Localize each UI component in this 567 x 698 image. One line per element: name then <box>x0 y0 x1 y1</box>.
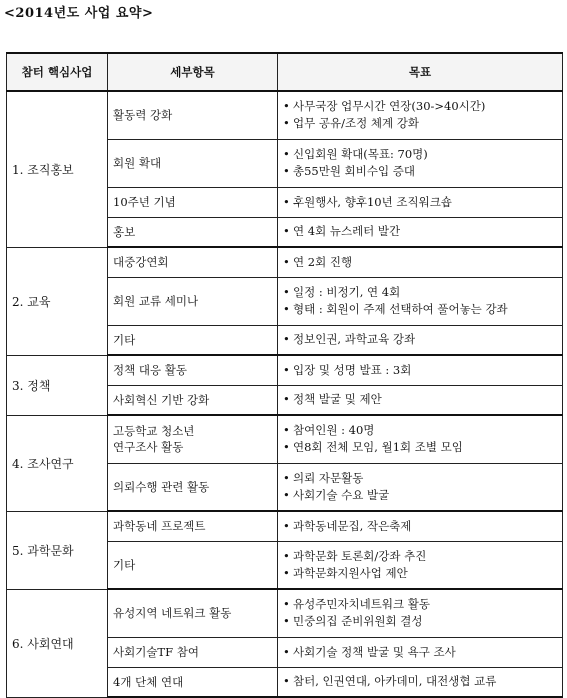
goal-cell <box>278 187 563 217</box>
detail-item-cell: 유성지역 네트워크 활동 <box>108 589 278 637</box>
goal-bullet: • 신입회원 확대(목표: 70명) <box>283 146 557 163</box>
detail-item-cell: 사회혁신 기반 강화 <box>108 385 278 415</box>
document-title: <2014년도 사업 요약> <box>4 6 154 21</box>
goal-bullet: • 사무국장 업무시간 연장(30->40시간) <box>283 98 557 115</box>
goal-bullet: • 유성주민자치네트워크 활동 <box>283 596 557 613</box>
goal-cell <box>278 277 563 325</box>
detail-item-cell: 의뢰수행 관련 활동 <box>108 463 278 511</box>
goal-bullet: • 의뢰 자문활동 <box>283 470 557 487</box>
goal-bullet: • 사회기술 수요 발굴 <box>283 487 557 504</box>
goal-bullet: • 정책 발굴 및 제안 <box>283 391 557 408</box>
detail-item-cell: 과학동네 프로젝트 <box>108 511 278 541</box>
goal-cell <box>278 385 563 415</box>
table-row <box>7 511 563 541</box>
goal-bullet: • 참터, 인권연대, 아카데미, 대전생협 교류 <box>283 673 557 690</box>
detail-item-cell: 홍보 <box>108 217 278 247</box>
header-detail-item: 세부항목 <box>108 53 278 91</box>
goal-bullet: • 참여인원 : 40명 <box>283 422 557 439</box>
detail-item-cell: 사회기술TF 참여 <box>108 637 278 667</box>
goal-bullet: • 연8회 전체 모임, 월1회 조별 모임 <box>283 439 557 456</box>
category-cell: 2. 교육 <box>7 247 108 355</box>
summary-table <box>6 52 563 698</box>
table-row <box>7 91 563 139</box>
table-row <box>7 589 563 637</box>
detail-item-line: 연구조사 활동 <box>113 440 184 455</box>
goal-bullet: • 형태 : 회원이 주제 선택하여 풀어놓는 강좌 <box>283 301 557 318</box>
goal-bullet: • 입장 및 성명 발표 : 3회 <box>283 362 557 379</box>
detail-item-cell: 4개 단체 연대 <box>108 667 278 697</box>
detail-item-cell: 회원 교류 세미나 <box>108 277 278 325</box>
detail-item-cell: 기타 <box>108 325 278 355</box>
category-cell: 1. 조직홍보 <box>7 91 108 247</box>
goal-cell <box>278 637 563 667</box>
category-cell: 6. 사회연대 <box>7 589 108 697</box>
goal-cell <box>278 589 563 637</box>
goal-cell <box>278 541 563 589</box>
goal-cell <box>278 511 563 541</box>
detail-item-cell: 정책 대응 활동 <box>108 355 278 385</box>
goal-cell <box>278 247 563 277</box>
goal-bullet: • 업무 공유/조정 체계 강화 <box>283 115 557 132</box>
header-row <box>7 53 563 91</box>
goal-bullet: • 일정 : 비정기, 연 4회 <box>283 284 557 301</box>
detail-item-line: 고등학교 청소년 <box>113 424 195 439</box>
table-row <box>7 247 563 277</box>
goal-cell <box>278 667 563 697</box>
goal-cell <box>278 217 563 247</box>
goal-bullet: • 과학문화지원사업 제안 <box>283 565 557 582</box>
goal-cell <box>278 415 563 463</box>
goal-cell <box>278 355 563 385</box>
table-row <box>7 355 563 385</box>
detail-item-cell: 회원 확대 <box>108 139 278 187</box>
goal-bullet: • 연 4회 뉴스레터 발간 <box>283 223 557 240</box>
category-cell: 4. 조사연구 <box>7 415 108 511</box>
goal-cell <box>278 463 563 511</box>
header-goal: 목표 <box>278 53 563 91</box>
detail-item-cell <box>108 415 278 463</box>
table-body <box>7 91 563 697</box>
goal-bullet: • 정보인권, 과학교육 강좌 <box>283 331 557 348</box>
goal-bullet: • 민중의집 준비위원회 결성 <box>283 613 557 630</box>
table-row <box>7 415 563 463</box>
goal-bullet: • 후원행사, 향후10년 조직워크숍 <box>283 194 557 211</box>
category-cell: 5. 과학문화 <box>7 511 108 589</box>
category-cell: 3. 정책 <box>7 355 108 415</box>
detail-item-cell: 10주년 기념 <box>108 187 278 217</box>
goal-bullet: • 총55만원 회비수입 증대 <box>283 163 557 180</box>
detail-item-cell: 기타 <box>108 541 278 589</box>
goal-bullet: • 과학동네문집, 작은축제 <box>283 518 557 535</box>
detail-item-cell: 대중강연회 <box>108 247 278 277</box>
goal-cell <box>278 325 563 355</box>
header-core-project: 참터 핵심사업 <box>7 53 108 91</box>
goal-cell <box>278 91 563 139</box>
detail-item-cell: 활동력 강화 <box>108 91 278 139</box>
goal-bullet: • 사회기술 정책 발굴 및 욕구 조사 <box>283 644 557 661</box>
goal-cell <box>278 139 563 187</box>
goal-bullet: • 과학문화 토론회/강좌 추진 <box>283 548 557 565</box>
goal-bullet: • 연 2회 진행 <box>283 254 557 271</box>
